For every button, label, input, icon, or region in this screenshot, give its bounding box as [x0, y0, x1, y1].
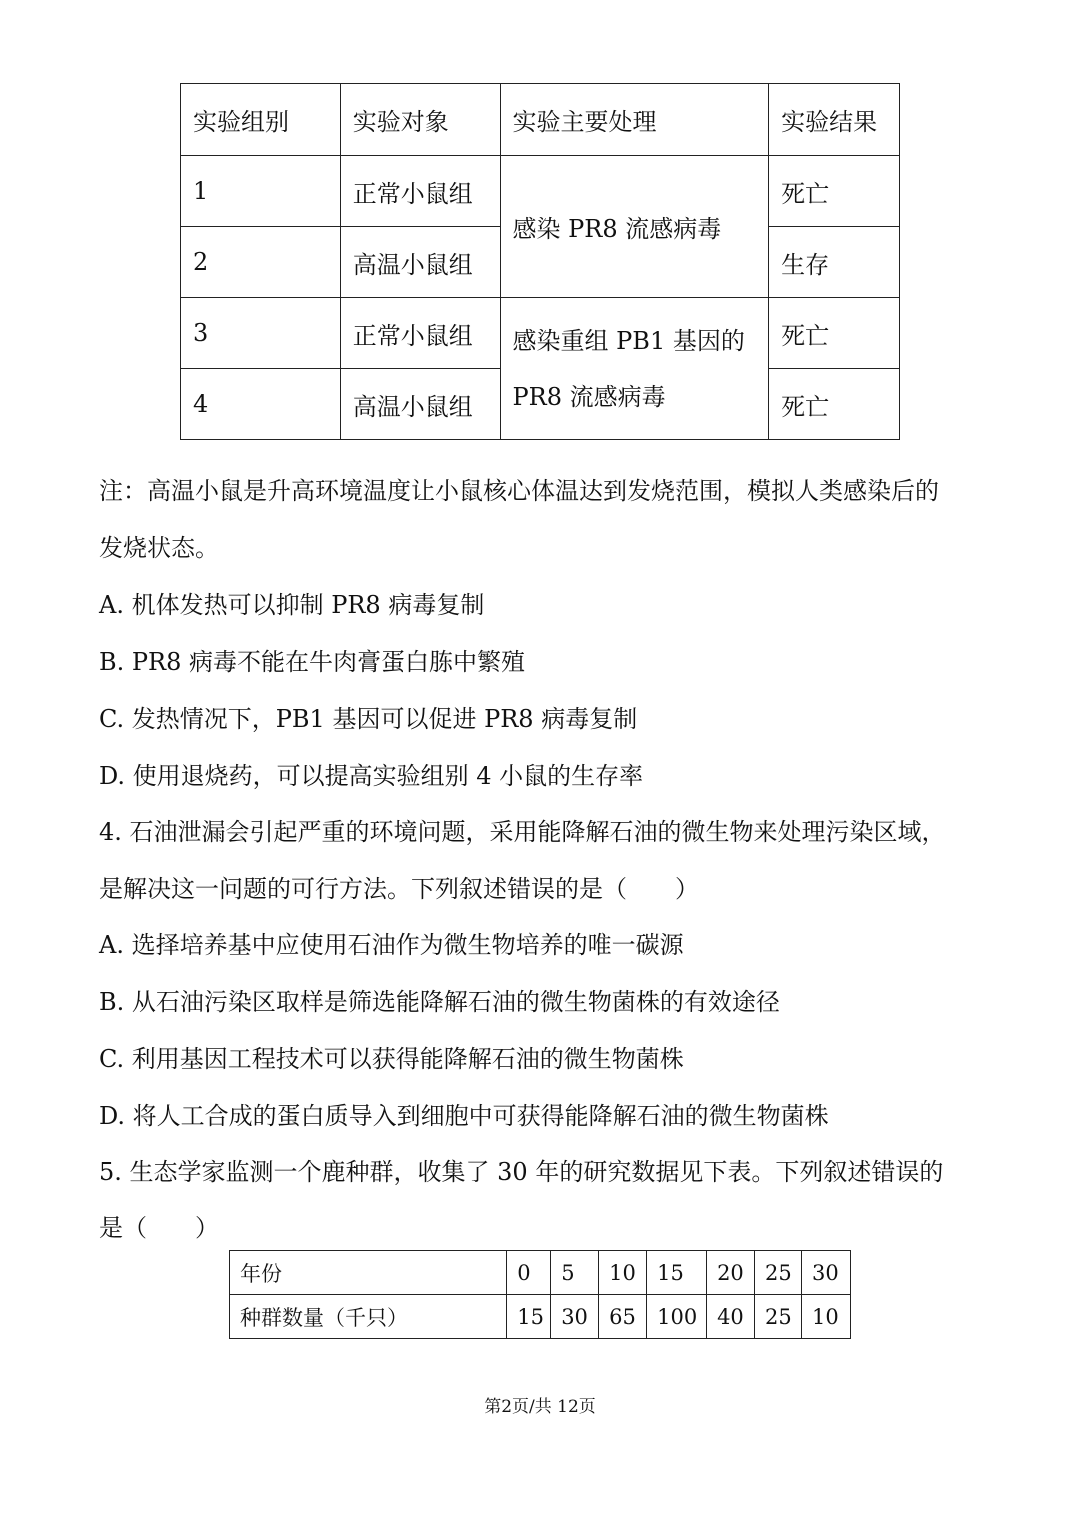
year-cell: 15: [647, 1251, 707, 1295]
treatment-line: 感染重组 PB1 基因的: [512, 326, 745, 355]
table-header-row: [181, 84, 900, 156]
table-header-cell: 实验组别: [181, 84, 341, 156]
year-cell: 25: [755, 1251, 802, 1295]
q4-option-a: A. 选择培养基中应使用石油作为微生物培养的唯一碳源: [99, 931, 684, 959]
year-cell: 20: [707, 1251, 755, 1295]
deer-population-table: [229, 1250, 851, 1339]
table-header-cell: 实验主要处理: [500, 84, 769, 156]
q4-stem: 是解决这一问题的可行方法。下列叙述错误的是（ ）: [99, 875, 699, 903]
group-cell: 3: [181, 298, 341, 369]
table-row: [181, 298, 900, 369]
group-cell: 1: [181, 156, 341, 227]
count-cell: 40: [707, 1295, 755, 1339]
q3-option-b: B. PR8 病毒不能在牛肉膏蛋白胨中繁殖: [99, 648, 526, 676]
year-cell: 5: [551, 1251, 599, 1295]
count-cell: 25: [755, 1295, 802, 1339]
q3-option-d: D. 使用退烧药，可以提高实验组别 4 小鼠的生存率: [99, 762, 644, 790]
q4-option-b: B. 从石油污染区取样是筛选能降解石油的微生物菌株的有效途径: [99, 988, 780, 1016]
count-cell: 10: [801, 1295, 850, 1339]
subject-cell: 高温小鼠组: [340, 369, 500, 440]
table-header-cell: 实验对象: [340, 84, 500, 156]
treatment-cell: 感染 PR8 流感病毒: [500, 156, 769, 298]
result-cell: 生存: [769, 227, 900, 298]
subject-cell: 高温小鼠组: [340, 227, 500, 298]
count-cell: 15: [507, 1295, 551, 1339]
year-cell: 10: [599, 1251, 647, 1295]
count-label: 种群数量（千只）: [230, 1295, 507, 1339]
result-cell: 死亡: [769, 156, 900, 227]
note-line: 注：高温小鼠是升高环境温度让小鼠核心体温达到发烧范围，模拟人类感染后的: [99, 477, 939, 505]
q4-option-c: C. 利用基因工程技术可以获得能降解石油的微生物菌株: [99, 1045, 684, 1073]
count-cell: 30: [551, 1295, 599, 1339]
treatment-line: PR8 流感病毒: [512, 382, 666, 411]
group-cell: 2: [181, 227, 341, 298]
q5-stem: 是（ ）: [99, 1214, 219, 1242]
count-cell: 100: [647, 1295, 707, 1339]
q5-stem: 5. 生态学家监测一个鹿种群，收集了 30 年的研究数据见下表。下列叙述错误的: [99, 1158, 944, 1186]
treatment-cell: [500, 298, 769, 440]
page-footer: 第2页/共 12页: [484, 1397, 596, 1417]
result-cell: 死亡: [769, 369, 900, 440]
q3-option-c: C. 发热情况下，PB1 基因可以促进 PR8 病毒复制: [99, 705, 638, 733]
result-cell: 死亡: [769, 298, 900, 369]
subject-cell: 正常小鼠组: [340, 298, 500, 369]
experiment-table: [180, 83, 900, 440]
count-cell: 65: [599, 1295, 647, 1339]
table-row: [230, 1251, 851, 1295]
note-line: 发烧状态。: [99, 534, 219, 562]
group-cell: 4: [181, 369, 341, 440]
year-cell: 0: [507, 1251, 551, 1295]
table-row: [181, 156, 900, 227]
q4-stem: 4. 石油泄漏会引起严重的环境问题，采用能降解石油的微生物来处理污染区域，: [99, 818, 946, 846]
q4-option-d: D. 将人工合成的蛋白质导入到细胞中可获得能降解石油的微生物菌株: [99, 1102, 829, 1130]
table-row: [230, 1295, 851, 1339]
year-label: 年份: [230, 1251, 507, 1295]
subject-cell: 正常小鼠组: [340, 156, 500, 227]
table-header-cell: 实验结果: [769, 84, 900, 156]
q3-option-a: A. 机体发热可以抑制 PR8 病毒复制: [99, 591, 485, 619]
year-cell: 30: [801, 1251, 850, 1295]
